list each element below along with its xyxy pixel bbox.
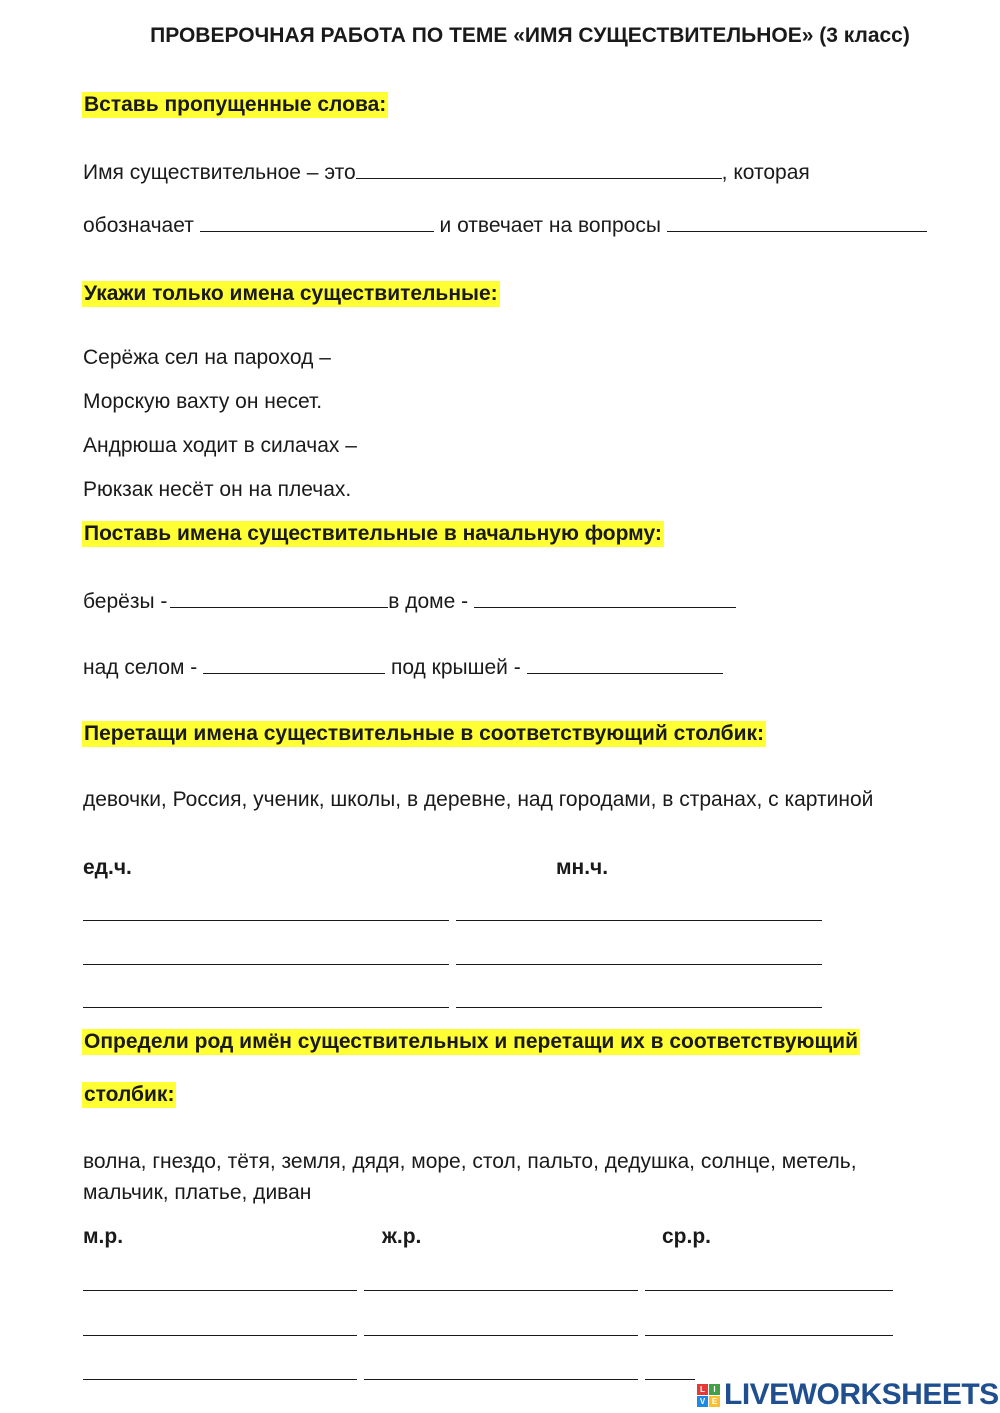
drop-line-neuter[interactable] (645, 1335, 893, 1336)
task1-line1-start: Имя существительное – это (83, 161, 356, 184)
task5-heading-line1: Определи род имён существительных и перетащи их в соответствующий (84, 1030, 858, 1053)
word-label: в доме - (388, 590, 469, 613)
answer-blank[interactable] (527, 655, 723, 674)
page-title: ПРОВЕРОЧНАЯ РАБОТА ПО ТЕМЕ «ИМЯ СУЩЕСТВИТЕЛЬНОЕ» (3 класс) (150, 24, 910, 47)
drop-line-plural[interactable] (456, 1007, 822, 1008)
poem-line: Рюкзак несёт он на плечах. (83, 478, 352, 501)
drop-line-neuter[interactable] (645, 1379, 695, 1380)
drop-line-masculine[interactable] (83, 1335, 357, 1336)
task2-heading: Укажи только имена существительные: (84, 282, 498, 305)
poem-line: Морскую вахту он несет. (83, 390, 323, 413)
task5-heading-line2: столбик: (84, 1083, 175, 1106)
drop-line-masculine[interactable] (83, 1290, 357, 1291)
answer-blank[interactable] (203, 655, 385, 674)
drop-line-singular[interactable] (83, 920, 449, 921)
drop-line-singular[interactable] (83, 1007, 449, 1008)
task1-line2-mid: и отвечает на вопросы (439, 214, 661, 237)
word-label: над селом - (83, 656, 198, 679)
answer-blank[interactable] (667, 213, 927, 232)
column-header-neuter: ср.р. (662, 1225, 712, 1248)
column-header-feminine: ж.р. (382, 1225, 422, 1248)
drop-line-neuter[interactable] (645, 1290, 893, 1291)
logo-text: LIVEWORKSHEETS (724, 1378, 999, 1411)
column-header-plural: мн.ч. (556, 856, 609, 879)
answer-blank[interactable] (356, 160, 722, 179)
task1-line2-start: обозначает (83, 214, 194, 237)
drop-line-plural[interactable] (456, 920, 822, 921)
drop-line-feminine[interactable] (364, 1290, 638, 1291)
drop-line-feminine[interactable] (364, 1379, 638, 1380)
task5-word-list-line1: волна, гнездо, тётя, земля, дядя, море, стол, пальто, дедушка, солнце, метель, (83, 1150, 857, 1173)
task5-word-list-line2: мальчик, платье, диван (83, 1181, 312, 1204)
task3-row1 (83, 589, 736, 614)
task1-line1-end: , которая (721, 161, 810, 184)
task4-heading: Перетащи имена существительные в соответствующий столбик: (84, 722, 765, 745)
liveworksheets-logo (697, 1378, 999, 1412)
drop-line-masculine[interactable] (83, 1379, 357, 1380)
task3-heading: Поставь имена существительные в начальную форму: (84, 522, 662, 545)
answer-blank[interactable] (474, 589, 736, 608)
poem-line: Андрюша ходит в силачах – (83, 434, 357, 457)
task4-word-list: девочки, Россия, ученик, школы, в деревне, над городами, в странах, с картиной (83, 788, 874, 811)
logo-cube-icon: L I V E (697, 1384, 720, 1407)
answer-blank[interactable] (170, 589, 388, 608)
poem-line: Серёжа сел на пароход – (83, 346, 331, 369)
column-header-singular: ед.ч. (83, 856, 132, 879)
task1-line2 (83, 213, 927, 238)
answer-blank[interactable] (200, 213, 434, 232)
drop-line-singular[interactable] (83, 964, 449, 965)
task1-line1 (83, 160, 810, 185)
task3-row2 (83, 655, 723, 680)
word-label: под крышей - (390, 656, 521, 679)
task1-heading: Вставь пропущенные слова: (84, 93, 387, 116)
column-header-masculine: м.р. (83, 1225, 124, 1248)
word-label: берёзы - (83, 590, 168, 613)
drop-line-plural[interactable] (456, 964, 822, 965)
drop-line-feminine[interactable] (364, 1335, 638, 1336)
